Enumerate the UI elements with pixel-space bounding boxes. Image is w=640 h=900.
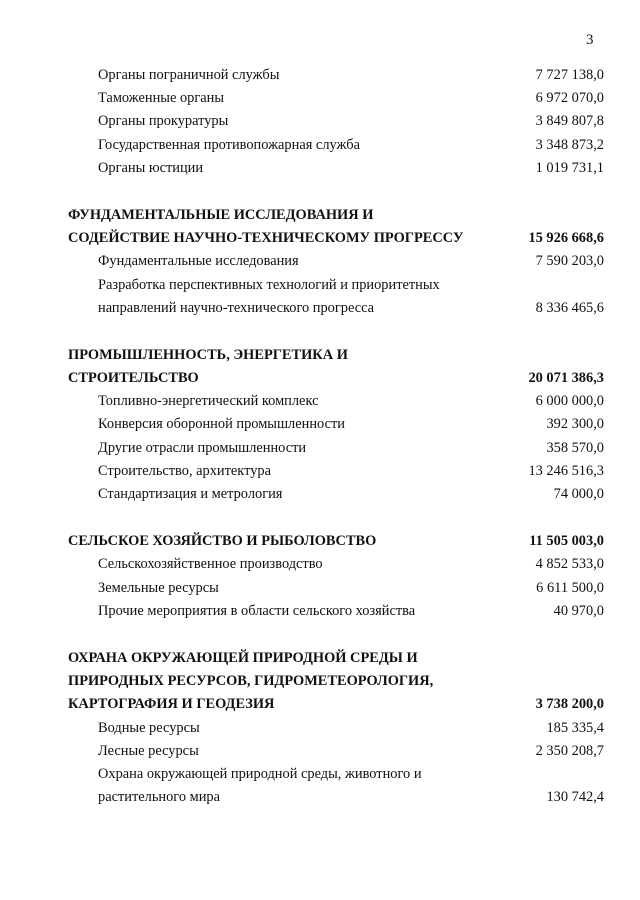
list-item <box>68 553 604 576</box>
item-value: 392 300,0 <box>546 416 604 433</box>
list-item <box>68 786 604 809</box>
item-label: Охрана окружающей природной среды, животного и <box>98 765 422 782</box>
list-item <box>68 157 604 180</box>
item-label: Разработка перспективных технологий и приоритетных <box>98 276 440 293</box>
section-heading: КАРТОГРАФИЯ И ГЕОДЕЗИЯ <box>68 696 275 713</box>
section-heading: ФУНДАМЕНТАЛЬНЫЕ ИССЛЕДОВАНИЯ И <box>68 206 374 223</box>
item-label: Лесные ресурсы <box>98 742 199 759</box>
item-value: 74 000,0 <box>553 486 604 502</box>
item-label: Сельскохозяйственное производство <box>98 556 323 573</box>
item-label: Прочие мероприятия в области сельского хозяйства <box>98 602 416 619</box>
item-label: Конверсия оборонной промышленности <box>98 416 345 433</box>
item-label: Органы юстиции <box>98 159 204 176</box>
list-item <box>68 110 604 133</box>
section-total: 20 071 386,3 <box>528 370 604 387</box>
item-value: 358 570,0 <box>546 439 604 456</box>
section-heading-total-row <box>68 530 604 553</box>
list-item <box>68 577 604 600</box>
item-label: Стандартизация и метрология <box>98 486 283 502</box>
item-value: 2 350 208,7 <box>535 742 604 759</box>
item-value: 6 000 000,0 <box>535 393 604 410</box>
section-heading: СЕЛЬСКОЕ ХОЗЯЙСТВО И РЫБОЛОВСТВО <box>68 533 377 550</box>
section-environment-protection <box>68 647 604 809</box>
section-total: 3 738 200,0 <box>535 696 604 713</box>
section-agriculture-fishing <box>68 530 604 623</box>
section-heading: ПРИРОДНЫХ РЕСУРСОВ, ГИДРОМЕТЕОРОЛОГИЯ, <box>68 673 434 690</box>
list-item <box>68 413 604 436</box>
list-item <box>68 740 604 763</box>
section-heading: СТРОИТЕЛЬСТВО <box>68 370 199 387</box>
item-label: Фундаментальные исследования <box>98 253 299 270</box>
item-value: 4 852 533,0 <box>535 556 604 573</box>
list-item <box>68 763 604 786</box>
item-value: 3 849 807,8 <box>535 113 604 130</box>
item-value: 3 348 873,2 <box>535 136 604 153</box>
item-value: 7 590 203,0 <box>535 253 604 270</box>
item-label: Органы пограничной службы <box>98 67 280 83</box>
section-industry-energy-construction <box>68 344 604 506</box>
section-heading-total-row <box>68 367 604 390</box>
list-item <box>68 64 604 87</box>
item-label: направлений научно-технического прогресса <box>98 299 375 316</box>
item-label: Другие отрасли промышленности <box>98 439 307 456</box>
item-label: Строительство, архитектура <box>98 462 271 479</box>
top-items <box>68 64 604 180</box>
item-label: Органы прокуратуры <box>98 113 229 130</box>
list-item <box>68 717 604 740</box>
item-label: Государственная противопожарная служба <box>98 136 360 153</box>
list-item <box>68 483 604 506</box>
item-value: 7 727 138,0 <box>535 67 604 83</box>
item-value: 13 246 516,3 <box>528 462 604 479</box>
list-item <box>68 250 604 273</box>
section-heading-total-row <box>68 693 604 716</box>
item-label: Таможенные органы <box>98 90 225 107</box>
list-item <box>68 134 604 157</box>
item-value: 8 336 465,6 <box>535 299 604 316</box>
item-value: 40 970,0 <box>553 602 604 619</box>
list-item <box>68 274 604 297</box>
item-label: Водные ресурсы <box>98 719 200 736</box>
section-heading-total-row <box>68 227 604 250</box>
page-number: 3 <box>586 32 594 48</box>
section-total: 15 926 668,6 <box>528 230 604 247</box>
budget-listing <box>68 64 604 809</box>
list-item <box>68 87 604 110</box>
item-value: 130 742,4 <box>546 789 604 806</box>
section-total: 11 505 003,0 <box>529 533 604 550</box>
section-heading: ОХРАНА ОКРУЖАЮЩЕЙ ПРИРОДНОЙ СРЕДЫ И <box>68 649 418 666</box>
item-value: 6 611 500,0 <box>536 579 604 596</box>
section-heading: ПРОМЫШЛЕННОСТЬ, ЭНЕРГЕТИКА И <box>68 346 348 363</box>
section-heading: СОДЕЙСТВИЕ НАУЧНО-ТЕХНИЧЕСКОМУ ПРОГРЕССУ <box>68 230 464 247</box>
item-label: Земельные ресурсы <box>98 579 219 596</box>
list-item <box>68 437 604 460</box>
item-label: растительного мира <box>98 789 221 806</box>
item-value: 6 972 070,0 <box>535 90 604 107</box>
section-fundamental-research <box>68 204 604 320</box>
list-item <box>68 460 604 483</box>
list-item <box>68 297 604 320</box>
list-item <box>68 390 604 413</box>
item-label: Топливно-энергетический комплекс <box>98 393 319 410</box>
item-value: 185 335,4 <box>546 719 604 736</box>
list-item <box>68 600 604 623</box>
item-value: 1 019 731,1 <box>535 159 604 176</box>
